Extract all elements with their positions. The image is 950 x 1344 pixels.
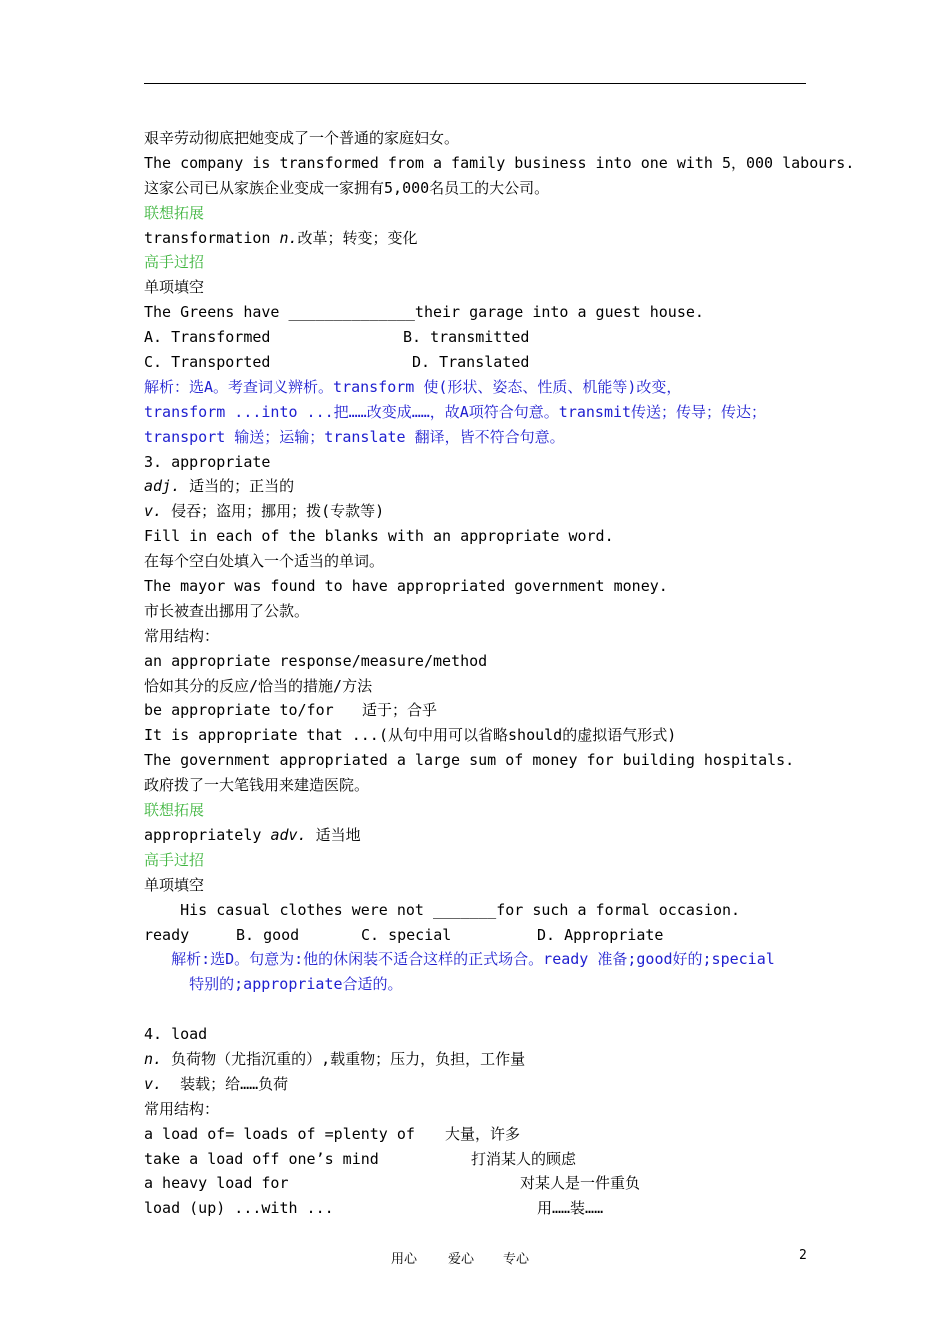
line-segment: 负荷物（尤指沉重的）,载重物；压力，负担，工作量 (162, 1049, 526, 1068)
line-segment: 适当地 (306, 825, 361, 844)
answer-explanation: 特别的;appropriate合适的。 (144, 975, 403, 994)
text-line (144, 1072, 814, 1097)
text-line (144, 474, 814, 499)
section-heading: 高手过招 (144, 850, 205, 869)
text-line (144, 499, 814, 524)
line-column: D. Appropriate (537, 925, 664, 944)
line-column: C. Transported (144, 353, 271, 372)
text-line: The government appropriated a large sum of money for building hospitals. (144, 751, 795, 770)
line-column: 用……装…… (537, 1199, 604, 1218)
line-column: a load of= loads of =plenty of (144, 1124, 415, 1143)
part-of-speech: n. (279, 228, 298, 247)
line-column: C. special (361, 925, 452, 944)
page-footer (0, 1248, 950, 1268)
text-line (144, 723, 814, 748)
page-number: 2 (799, 1248, 807, 1263)
line-segment: 侵吞；盗用；挪用；拨(专款等) (162, 502, 385, 521)
footer-motto-3: 专心 (503, 1252, 530, 1267)
line-column: A. Transformed (144, 328, 271, 347)
line-column: load (up) ...with ... (144, 1199, 334, 1218)
line-column: B. good (236, 925, 300, 944)
text-line (144, 997, 814, 1022)
text-line (144, 1171, 814, 1196)
text-line: 4. load (144, 1025, 208, 1044)
answer-explanation: 解析:选D。句意为:他的休闲装不适合这样的正式场合。ready 准备;good好的;special (144, 950, 775, 969)
footer-motto-2: 爱心 (448, 1252, 475, 1267)
text-line: 艰辛劳动彻底把她变成了一个普通的家庭妇女。 (144, 129, 460, 147)
text-line: His casual clothes were not _______for such a formal occasion. (144, 900, 741, 919)
line-column: 大量，许多 (445, 1124, 521, 1143)
line-column: take a load off one’s mind (144, 1149, 379, 1168)
text-line: 单项填空 (144, 875, 205, 894)
text-line (144, 1196, 814, 1221)
text-line: 在每个空白处填入一个适当的单词。 (144, 552, 385, 571)
text-line: 常用结构： (144, 1099, 220, 1118)
answer-explanation: 解析：选A。考查词义辨析。transform 使(形状、姿态、性质、机能等)改变， (144, 377, 682, 396)
line-segment: 装载；给……负荷 (162, 1074, 289, 1093)
text-line (144, 226, 814, 251)
line-column: D. Translated (412, 353, 530, 372)
line-column: 适于；合乎 (362, 701, 438, 720)
line-column: a heavy load for (144, 1174, 289, 1193)
part-of-speech: adv. (270, 825, 307, 844)
line-column: 打消某人的顾虑 (471, 1149, 577, 1168)
line-segment: appropriately (144, 825, 271, 844)
answer-explanation: transform ...into ...把……改变成……，故A项符合句意。transmit传送；传导；传达； (144, 402, 767, 421)
line-segment: 适当的；正当的 (180, 477, 295, 496)
text-line (144, 823, 814, 848)
part-of-speech: v. (144, 502, 163, 521)
text-line: The mayor was found to have appropriated government money. (144, 577, 668, 596)
text-line: 市长被查出挪用了公款。 (144, 601, 310, 620)
text-line (144, 1047, 814, 1072)
line-column: (从句中用可以省略should的虚拟语气形式) (379, 726, 677, 745)
text-line: 单项填空 (144, 278, 205, 297)
text-line: The Greens have ______________their garage into a guest house. (144, 303, 704, 322)
text-line: 这家公司已从家族企业变成一家拥有5,000名员工的大公司。 (144, 178, 550, 197)
line-segment: transformation (144, 228, 280, 247)
section-heading: 联想拓展 (144, 801, 205, 820)
text-line: 3. appropriate (144, 452, 271, 471)
text-line: 政府拨了一大笔钱用来建造医院。 (144, 776, 370, 795)
section-heading: 高手过招 (144, 253, 205, 272)
text-line (144, 698, 814, 723)
text-line (144, 923, 814, 948)
header-rule (144, 83, 806, 84)
text-line: The company is transformed from a family business into one with 5，000 labours. (144, 153, 855, 172)
text-line: 恰如其分的反应/恰当的措施/方法 (144, 676, 373, 695)
line-segment: 改革；转变；变化 (297, 228, 418, 247)
footer-motto-1: 用心 (391, 1252, 418, 1267)
part-of-speech: n. (144, 1049, 163, 1068)
text-line (144, 350, 814, 375)
line-column: 对某人是一件重负 (520, 1174, 641, 1193)
line-column: It is appropriate that ... (144, 726, 379, 745)
text-line (144, 1147, 814, 1172)
section-heading: 联想拓展 (144, 203, 205, 222)
line-column: B. transmitted (403, 328, 530, 347)
text-line: 常用结构： (144, 626, 220, 645)
document-body (144, 126, 855, 1221)
text-line: Fill in each of the blanks with an appropriate word. (144, 527, 614, 546)
text-line: an appropriate response/measure/method (144, 651, 488, 670)
answer-explanation: transport 输送；运输；translate 翻译，皆不符合句意。 (144, 427, 565, 446)
line-column: ready (144, 925, 190, 944)
text-line (144, 325, 814, 350)
part-of-speech: v. (144, 1074, 163, 1093)
line-column: be appropriate to/for (144, 701, 334, 720)
text-line (144, 1122, 814, 1147)
part-of-speech: adj. (144, 477, 181, 496)
